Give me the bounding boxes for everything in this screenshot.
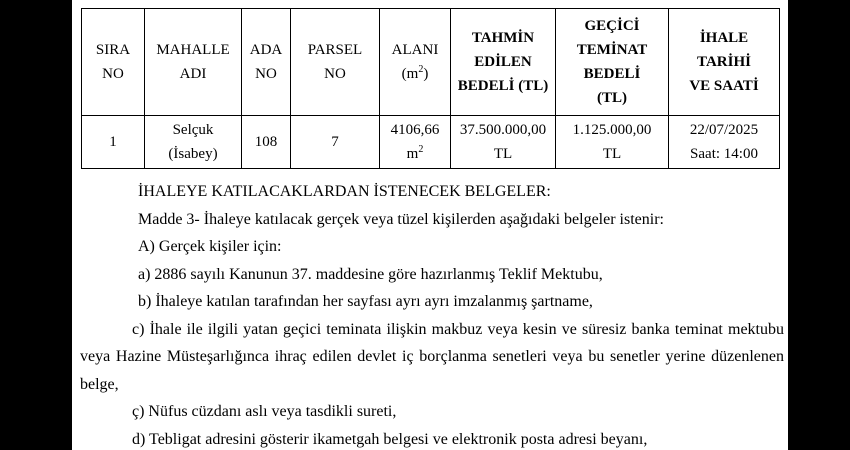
cell-mahalle: Selçuk (İsabey) <box>145 116 242 169</box>
header-tahmin-edilen-bedeli: TAHMİN EDİLEN BEDELİ (TL) <box>451 9 556 116</box>
document-page <box>72 0 788 450</box>
cell-alan: 4106,66 $m^2$ <box>380 116 451 169</box>
header-sira-no: SIRA NO <box>82 9 145 116</box>
header-ihale-tarihi: İHALE TARİHİ VE SAATİ <box>669 9 780 116</box>
table-header-row <box>82 9 780 116</box>
document-body <box>80 178 784 450</box>
header-mahalle-adi: MAHALLE ADI <box>145 9 242 116</box>
cell-ihale-tarihi: 22/07/2025 Saat: 14:00 <box>669 116 780 169</box>
list-item-b: b) İhaleye katılan tarafından her sayfası ayrı ayrı imzalanmış şartname, <box>138 293 593 310</box>
header-alani: ALANI $(m^2)$ <box>380 9 451 116</box>
madde-3: Madde 3- İhaleye katılacak gerçek veya tüzel kişilerden aşağıdaki belgeler istenir: <box>138 210 664 228</box>
list-item-a: a) 2886 sayılı Kanunun 37. maddesine göre hazırlanmış Teklif Mektubu, <box>138 265 603 283</box>
cell-ada: 108 <box>242 116 291 169</box>
section-a-label: A) Gerçek kişiler için: <box>138 238 282 255</box>
cell-parsel: 7 <box>291 116 380 169</box>
cell-sira: 1 <box>82 116 145 169</box>
list-item-c-cedilla: ç) Nüfus cüzdanı aslı veya tasdikli sureti, <box>132 403 397 420</box>
cell-teminat-bedeli: 1.125.000,00 TL <box>556 116 669 169</box>
header-gecici-teminat-bedeli: GEÇİCİ TEMİNAT BEDELİ (TL) <box>556 9 669 116</box>
auction-table <box>81 8 780 169</box>
list-item-d: d) Tebligat adresini gösterir ikametgah belgesi ve elektronik posta adresi beyanı, <box>132 430 648 448</box>
section-heading: İHALEYE KATILACAKLARDAN İSTENECEK BELGELER: <box>138 183 551 200</box>
header-parsel-no: PARSEL NO <box>291 9 380 116</box>
cell-tahmin-bedeli: 37.500.000,00 TL <box>451 116 556 169</box>
list-item-c: c) İhale ile ilgili yatan geçici teminata ilişkin makbuz veya kesin ve süresiz banka teminat mektubu veya Hazine Müsteşarlığınca ihraç edilen devlet iç borçlanma senetleri veya bu senetler yerine düzenlenen belge, <box>80 320 784 393</box>
table-row <box>82 116 780 169</box>
header-ada-no: ADA NO <box>242 9 291 116</box>
